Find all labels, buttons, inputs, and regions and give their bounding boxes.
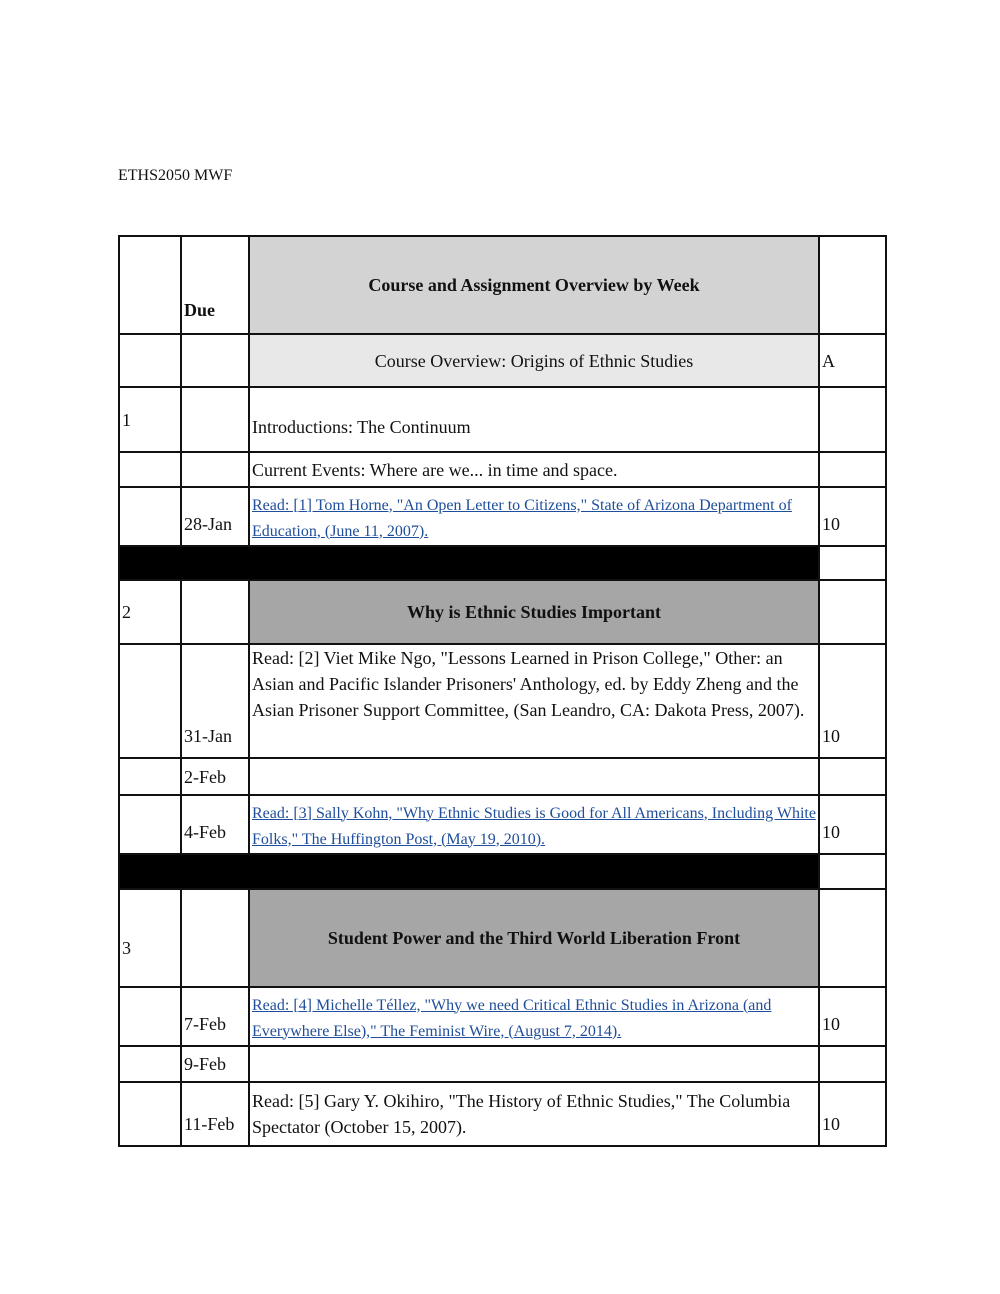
week-number: 1 [119, 387, 181, 452]
week-title: Why is Ethnic Studies Important [249, 580, 819, 644]
points: 10 [819, 644, 886, 758]
points [819, 387, 886, 452]
points: 10 [819, 1082, 886, 1146]
subtitle-row [119, 334, 886, 387]
page-title: Course and Assignment Overview by Week [249, 236, 819, 334]
due-date: 2-Feb [181, 758, 249, 795]
table-row [119, 387, 886, 452]
reading-cell [249, 987, 819, 1046]
reading-link[interactable]: Read: [3] Sally Kohn, "Why Ethnic Studies is Good for All Americans, Including White Folks," The Huffington Post, (May 19, 2010). [252, 804, 816, 848]
table-cell [819, 236, 886, 334]
table-cell [119, 758, 181, 795]
points [819, 452, 886, 487]
week-number: 2 [119, 580, 181, 644]
due-date: 7-Feb [181, 987, 249, 1046]
points-header: A [819, 334, 886, 387]
table-cell [819, 889, 886, 987]
table-row [119, 452, 886, 487]
table-cell [119, 644, 181, 758]
week-divider [119, 854, 819, 889]
table-cell [119, 795, 181, 854]
points [819, 758, 886, 795]
points: 10 [819, 795, 886, 854]
reading-cell [249, 487, 819, 546]
header-row [119, 236, 886, 334]
due-date [181, 387, 249, 452]
reading-link[interactable]: Read: [4] Michelle Téllez, "Why we need Critical Ethnic Studies in Arizona (and Everywhere Else)," The Feminist Wire, (August 7, 2014). [252, 996, 772, 1040]
assignment-text: Current Events: Where are we... in time and space. [249, 452, 819, 487]
table-cell [119, 452, 181, 487]
table-cell [119, 334, 181, 387]
table-row [119, 795, 886, 854]
schedule-table [118, 235, 887, 1147]
separator-row [119, 546, 886, 580]
table-cell [181, 580, 249, 644]
table-cell [819, 580, 886, 644]
assignment-text: Introductions: The Continuum [249, 387, 819, 452]
due-date: 31-Jan [181, 644, 249, 758]
table-cell [181, 334, 249, 387]
points: 10 [819, 487, 886, 546]
due-header: Due [181, 236, 249, 334]
assignment-text: Read: [5] Gary Y. Okihiro, "The History of Ethnic Studies," The Columbia Spectator (October 15, 2007). [249, 1082, 819, 1146]
reading-link[interactable]: Read: [1] Tom Horne, "An Open Letter to Citizens," State of Arizona Department of Education, (June 11, 2007). [252, 496, 792, 540]
reading-cell [249, 795, 819, 854]
points [819, 1046, 886, 1082]
table-row [119, 987, 886, 1046]
week-title: Student Power and the Third World Liberation Front [249, 889, 819, 987]
week-header-row [119, 580, 886, 644]
week-header-row [119, 889, 886, 987]
table-row [119, 1046, 886, 1082]
week-divider [119, 546, 819, 580]
week-number: 3 [119, 889, 181, 987]
table-row [119, 758, 886, 795]
table-cell [119, 1082, 181, 1146]
assignment-text [249, 758, 819, 795]
table-cell [819, 854, 886, 889]
table-cell [181, 889, 249, 987]
table-cell [119, 987, 181, 1046]
due-date: 4-Feb [181, 795, 249, 854]
assignment-text [249, 1046, 819, 1082]
separator-row [119, 854, 886, 889]
table-row [119, 487, 886, 546]
course-overview-subtitle: Course Overview: Origins of Ethnic Studies [249, 334, 819, 387]
table-cell [819, 546, 886, 580]
due-date: 9-Feb [181, 1046, 249, 1082]
assignment-text: Read: [2] Viet Mike Ngo, "Lessons Learned in Prison College," Other: an Asian and Pacific Islander Prisoners' Anthology, ed. by Eddy Zheng and the Asian Prisoner Support Committee, (San Leandro, CA: Dakota Press, 2007). [249, 644, 819, 758]
table-row [119, 644, 886, 758]
due-date: 11-Feb [181, 1082, 249, 1146]
table-row [119, 1082, 886, 1146]
table-cell [119, 487, 181, 546]
due-date: 28-Jan [181, 487, 249, 546]
course-code: ETHS2050 MWF [118, 167, 233, 184]
due-date [181, 452, 249, 487]
points: 10 [819, 987, 886, 1046]
table-cell [119, 236, 181, 334]
table-cell [119, 1046, 181, 1082]
